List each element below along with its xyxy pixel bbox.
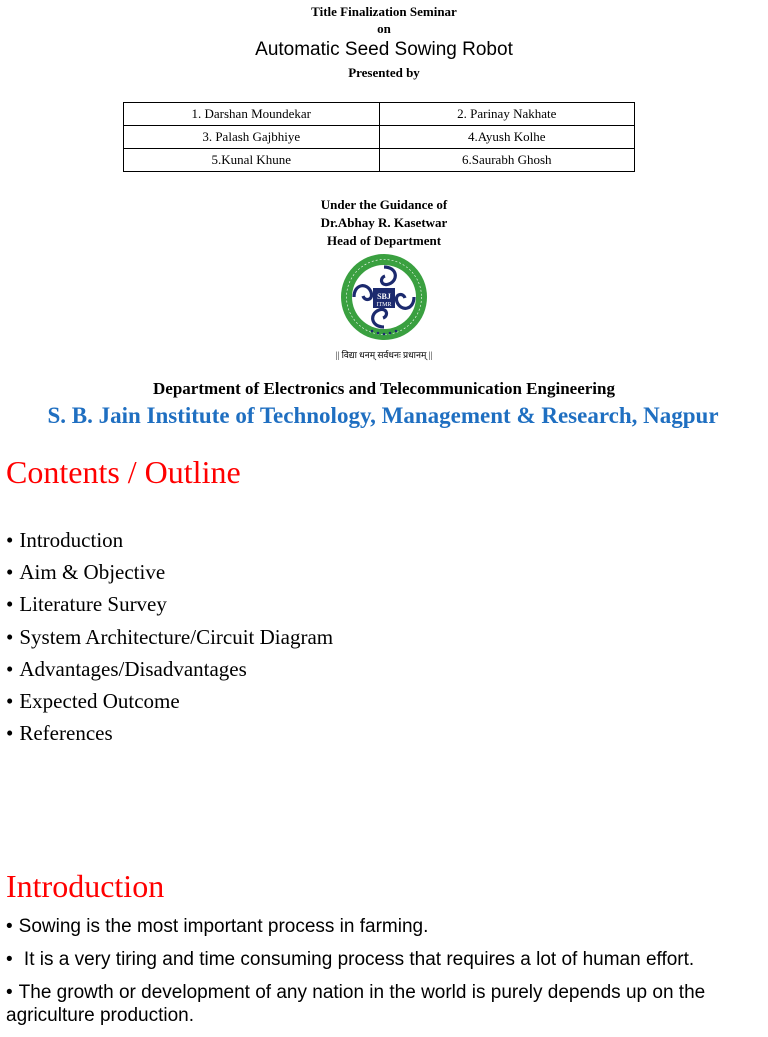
- table-row: [124, 126, 635, 149]
- outline-list: [6, 526, 333, 751]
- presented-by-label: Presented by: [348, 65, 420, 80]
- institute-logo: [339, 252, 429, 342]
- logo-motto: || विद्या धनम् सर्वधनः प्रधानम् ||: [335, 350, 433, 360]
- list-item: • The growth or development of any nation in the world is purely depends up on the agriculture production.: [6, 981, 766, 1027]
- seminar-title: Title Finalization Seminar: [311, 4, 457, 19]
- table-row: [124, 103, 635, 126]
- list-item: • References: [6, 719, 333, 751]
- presenter-cell: 1. Darshan Moundekar: [124, 103, 380, 126]
- institute-name: S. B. Jain Institute of Technology, Management & Research, Nagpur: [47, 403, 719, 428]
- list-item: • Literature Survey: [6, 590, 333, 622]
- guidance-label: Under the Guidance of: [320, 197, 448, 212]
- presenter-cell: 6.Saurabh Ghosh: [379, 149, 635, 172]
- svg-text:SBJ: SBJ: [377, 292, 391, 301]
- introduction-heading: Introduction: [6, 868, 165, 904]
- presenter-cell: 4.Ayush Kolhe: [379, 126, 635, 149]
- institute-seal-icon: [339, 252, 429, 342]
- svg-text:ITMR: ITMR: [376, 302, 392, 308]
- introduction-list: [6, 915, 766, 1037]
- guide-name: Dr.Abhay R. Kasetwar: [320, 215, 448, 230]
- presenter-cell: 2. Parinay Nakhate: [379, 103, 635, 126]
- guide-role: Head of Department: [326, 233, 442, 248]
- presenter-cell: 5.Kunal Khune: [124, 149, 380, 172]
- table-row: [124, 149, 635, 172]
- department-name: Department of Electronics and Telecommunication Engineering: [153, 379, 615, 398]
- contents-heading: Contents / Outline: [6, 454, 241, 490]
- list-item: • System Architecture/Circuit Diagram: [6, 623, 333, 655]
- list-item: • Expected Outcome: [6, 687, 333, 719]
- project-title: Automatic Seed Sowing Robot: [255, 39, 513, 60]
- list-item: • Aim & Objective: [6, 558, 333, 590]
- presenter-cell: 3. Palash Gajbhiye: [124, 126, 380, 149]
- list-item: • Advantages/Disadvantages: [6, 655, 333, 687]
- list-item: • It is a very tiring and time consuming process that requires a lot of human effort.: [6, 948, 766, 971]
- on-label: on: [377, 21, 391, 36]
- presenters-table: [123, 102, 635, 172]
- list-item: • Sowing is the most important process in farming.: [6, 915, 766, 938]
- list-item: • Introduction: [6, 526, 333, 558]
